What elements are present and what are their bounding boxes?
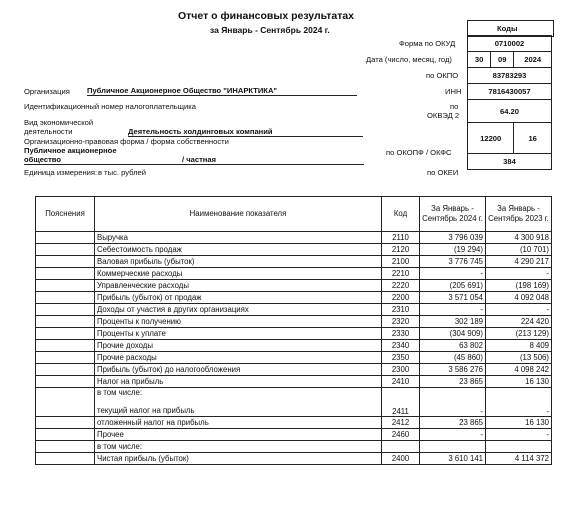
- row-code: 2320: [382, 316, 420, 328]
- row-name: отложенный налог на прибыль: [95, 417, 382, 429]
- row-current: -: [420, 268, 486, 280]
- row-previous: -: [486, 304, 552, 316]
- okfs-code: 16: [514, 123, 552, 154]
- row-previous: -: [486, 388, 552, 417]
- row-previous: 8 409: [486, 340, 552, 352]
- org-label: Организация: [24, 87, 70, 96]
- unit-value: в тыс. рублей: [98, 168, 147, 177]
- row-current: (19 294): [420, 244, 486, 256]
- table-row: [36, 328, 552, 340]
- row-previous: 16 130: [486, 417, 552, 429]
- row-name: Чистая прибыль (убыток): [95, 453, 382, 465]
- table-row: [36, 268, 552, 280]
- inn-text-label: Идентификационный номер налогоплательщика: [24, 102, 196, 111]
- okopf-code: 12200: [468, 123, 514, 154]
- table-row: [36, 244, 552, 256]
- header-current: За Январь - Сентябрь 2024 г.: [420, 197, 486, 232]
- row-code: 2411: [382, 388, 420, 417]
- row-previous: -: [486, 268, 552, 280]
- table-row: [36, 376, 552, 388]
- row-previous: 4 092 048: [486, 292, 552, 304]
- row-name: Проценты к уплате: [95, 328, 382, 340]
- inn-code: 7816430057: [468, 84, 552, 100]
- codes-label: Коды: [497, 24, 518, 33]
- date-year: 2024: [514, 52, 552, 68]
- row-previous: 4 098 242: [486, 364, 552, 376]
- row-previous: (213 129): [486, 328, 552, 340]
- row-previous: 4 114 372: [486, 453, 552, 465]
- row-current: (205 691): [420, 280, 486, 292]
- row-name: Прочие расходы: [95, 352, 382, 364]
- row-current: 3 610 141: [420, 453, 486, 465]
- row-name: Управленческие расходы: [95, 280, 382, 292]
- table-row: [36, 232, 552, 244]
- row-code: 2310: [382, 304, 420, 316]
- row-name: Прибыль (убыток) от продаж: [95, 292, 382, 304]
- date-day: 30: [468, 52, 491, 68]
- table-row: [36, 256, 552, 268]
- table-body: [36, 232, 552, 465]
- row-current: 23 865: [420, 376, 486, 388]
- activity-value: Деятельность холдинговых компаний: [128, 127, 363, 137]
- okved-code: 64.20: [468, 100, 552, 123]
- table-row: [36, 364, 552, 376]
- inn-label: ИНН: [445, 87, 462, 96]
- row-code: 2460: [382, 429, 420, 441]
- row-code: 2410: [382, 376, 420, 388]
- row-previous: 16 130: [486, 376, 552, 388]
- row-current: 3 776 745: [420, 256, 486, 268]
- table-row: [36, 388, 552, 417]
- row-name: Проценты к получению: [95, 316, 382, 328]
- row-previous: -: [486, 429, 552, 441]
- row-code: 2412: [382, 417, 420, 429]
- table-row: [36, 292, 552, 304]
- okpo-label: по ОКПО: [426, 71, 459, 80]
- row-name: Прочие доходы: [95, 340, 382, 352]
- table-row: [36, 316, 552, 328]
- row-current: 302 189: [420, 316, 486, 328]
- activity-label-2: деятельности: [24, 127, 73, 136]
- ownership-value-2: общество: [24, 155, 364, 165]
- okei-label: по ОКЕИ: [427, 168, 459, 177]
- row-code: 2200: [382, 292, 420, 304]
- date-month: 09: [491, 52, 514, 68]
- row-code: 2340: [382, 340, 420, 352]
- row-name: в том числе:: [95, 441, 382, 453]
- row-code: 2220: [382, 280, 420, 292]
- header-notes: Пояснения: [36, 197, 95, 232]
- okei-code: 384: [468, 154, 552, 170]
- row-name: Выручка: [95, 232, 382, 244]
- row-previous: 4 300 918: [486, 232, 552, 244]
- okud-label: Форма по ОКУД: [399, 39, 456, 48]
- row-previous: 224 420: [486, 316, 552, 328]
- table-row: [36, 453, 552, 465]
- financial-results-table: [35, 196, 552, 465]
- okopf-label: по ОКОПФ / ОКФС: [386, 148, 452, 157]
- table-row: [36, 340, 552, 352]
- row-current: 3 586 276: [420, 364, 486, 376]
- table-row: [36, 304, 552, 316]
- table-row: [36, 280, 552, 292]
- row-current: (304 909): [420, 328, 486, 340]
- unit-label: Единица измерения:: [24, 168, 98, 177]
- row-name: Прибыль (убыток) до налогообложения: [95, 364, 382, 376]
- row-code: 2210: [382, 268, 420, 280]
- header-previous: За Январь - Сентябрь 2023 г.: [486, 197, 552, 232]
- row-code: 2400: [382, 453, 420, 465]
- codes-grid: [467, 35, 552, 170]
- row-current: (45 860): [420, 352, 486, 364]
- row-code: 2100: [382, 256, 420, 268]
- tax-detail-line2: текущий налог на прибыль: [97, 406, 195, 415]
- row-name: Коммерческие расходы: [95, 268, 382, 280]
- row-code: 2110: [382, 232, 420, 244]
- row-name: Валовая прибыль (убыток): [95, 256, 382, 268]
- okved-label-1: по: [450, 102, 459, 111]
- row-previous: 4 290 217: [486, 256, 552, 268]
- table-row: [36, 429, 552, 441]
- table-row: [36, 352, 552, 364]
- row-previous: (198 169): [486, 280, 552, 292]
- report-period: за Январь - Сентябрь 2024 г.: [210, 25, 330, 35]
- tax-detail-name: [95, 388, 382, 417]
- tax-detail-line1: в том числе:: [97, 388, 143, 397]
- row-current: -: [420, 304, 486, 316]
- table-header-row: [36, 197, 552, 232]
- header-code: Код: [382, 197, 420, 232]
- row-previous: (13 506): [486, 352, 552, 364]
- row-code: 2300: [382, 364, 420, 376]
- row-current: 3 571 054: [420, 292, 486, 304]
- row-name: Налог на прибыль: [95, 376, 382, 388]
- row-current: 63 802: [420, 340, 486, 352]
- row-name: Доходы от участия в других организациях: [95, 304, 382, 316]
- table-row: [36, 417, 552, 429]
- row-current: 3 796 039: [420, 232, 486, 244]
- ownership-value-3: / частная: [182, 155, 217, 164]
- header-name: Наименование показателя: [95, 197, 382, 232]
- row-current: -: [420, 388, 486, 417]
- ownership-value-1: Публичное акционерное: [24, 146, 117, 155]
- activity-label-1: Вид экономической: [24, 118, 94, 127]
- table-row: [36, 441, 552, 453]
- org-value: Публичное Акционерное Общество "ИНАРКТИКА": [87, 86, 357, 96]
- row-code: 2330: [382, 328, 420, 340]
- row-name: Себестоимость продаж: [95, 244, 382, 256]
- okved-label-2: ОКВЭД 2: [427, 111, 460, 120]
- row-previous: (10 701): [486, 244, 552, 256]
- row-code: 2350: [382, 352, 420, 364]
- ownership-label: Организационно-правовая форма / форма собственности: [24, 137, 229, 146]
- row-current: 23 865: [420, 417, 486, 429]
- row-code: 2120: [382, 244, 420, 256]
- okpo-code: 83783293: [468, 68, 552, 84]
- row-current: -: [420, 429, 486, 441]
- okud-code: 0710002: [468, 36, 552, 52]
- row-name: Прочее: [95, 429, 382, 441]
- report-title: Отчет о финансовых результатах: [178, 10, 355, 22]
- date-label: Дата (число, месяц, год): [366, 55, 452, 64]
